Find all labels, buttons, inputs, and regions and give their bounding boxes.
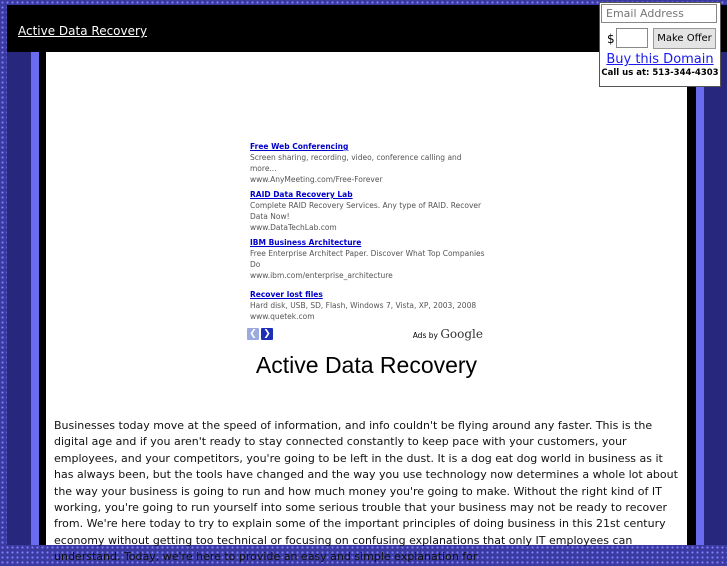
ad-description: Complete RAID Recovery Services. Any type of RAID. Recover Data Now! <box>250 201 482 221</box>
chevron-right-icon[interactable]: ❯ <box>261 328 273 340</box>
currency-symbol: $ <box>607 32 615 46</box>
main-content <box>46 52 687 564</box>
domain-offer-box <box>599 2 721 87</box>
ad-title-link[interactable]: RAID Data Recovery Lab <box>250 190 353 199</box>
ad-description: Screen sharing, recording, video, conference calling and more... <box>250 153 462 173</box>
article-paragraph: Businesses today move at the speed of information, and info couldn't be flying around any faster. This is the digital age and if you aren't ready to stay connected constantly to keep pace with your customers, your employees, and your competitors, you're going to be left in the dust. It is a dog eat dog world in business as it has always been, but the tools have changed and the way you use technology now determines a whole lot about the way your business is going to run and how much money you're going to make. Without the right kind of IT working, you're going to run yourself into some serious trouble that your business may not be ready to recover from. We're here today to try to explain some of the important principles of doing business in this 21st century economy without getting too technical or focusing on confusing explanations that only IT employees can understand. Today, we're here to provide an easy and simple explanation for <box>54 419 678 564</box>
left-border-black <box>39 52 46 545</box>
buy-domain-link[interactable]: Buy this Domain <box>606 52 714 67</box>
ad-item <box>250 237 486 281</box>
call-us-text: Call us at: 513-344-4303 <box>601 68 719 78</box>
make-offer-button[interactable]: Make Offer <box>653 28 716 49</box>
site-title-link[interactable]: Active Data Recovery <box>18 24 148 38</box>
right-border-black <box>687 52 696 545</box>
ads-by-google-link[interactable] <box>413 326 483 344</box>
ad-block <box>250 141 486 326</box>
ad-url[interactable]: www.quetek.com <box>250 312 315 321</box>
ad-title-link[interactable]: IBM Business Architecture <box>250 238 362 247</box>
left-border-light <box>31 52 39 545</box>
ad-url[interactable]: www.ibm.com/enterprise_architecture <box>250 271 393 280</box>
page-title: Active Data Recovery <box>255 352 478 378</box>
ad-url[interactable]: www.DataTechLab.com <box>250 223 337 232</box>
ad-title-link[interactable]: Free Web Conferencing <box>250 142 349 151</box>
google-logo: Google <box>440 327 483 341</box>
email-field[interactable] <box>601 4 717 23</box>
ads-by-label: Ads by <box>412 331 438 340</box>
right-border-light <box>696 52 704 545</box>
ad-url[interactable]: www.AnyMeeting.com/Free-Forever <box>250 175 383 184</box>
ad-description: Hard disk, USB, SD, Flash, Windows 7, Vista, XP, 2003, 2008 <box>250 301 477 310</box>
ad-description: Free Enterprise Architect Paper. Discover What Top Companies Do <box>250 249 485 269</box>
ad-item <box>250 141 486 185</box>
right-border-dark <box>704 52 727 545</box>
offer-price-input[interactable] <box>616 28 648 48</box>
ad-item <box>250 289 486 322</box>
chevron-left-icon[interactable]: ❮ <box>247 328 259 340</box>
ad-title-link[interactable]: Recover lost files <box>250 290 323 299</box>
left-border-dark <box>7 52 31 545</box>
ad-item <box>250 189 486 233</box>
ads-footer <box>247 326 485 342</box>
